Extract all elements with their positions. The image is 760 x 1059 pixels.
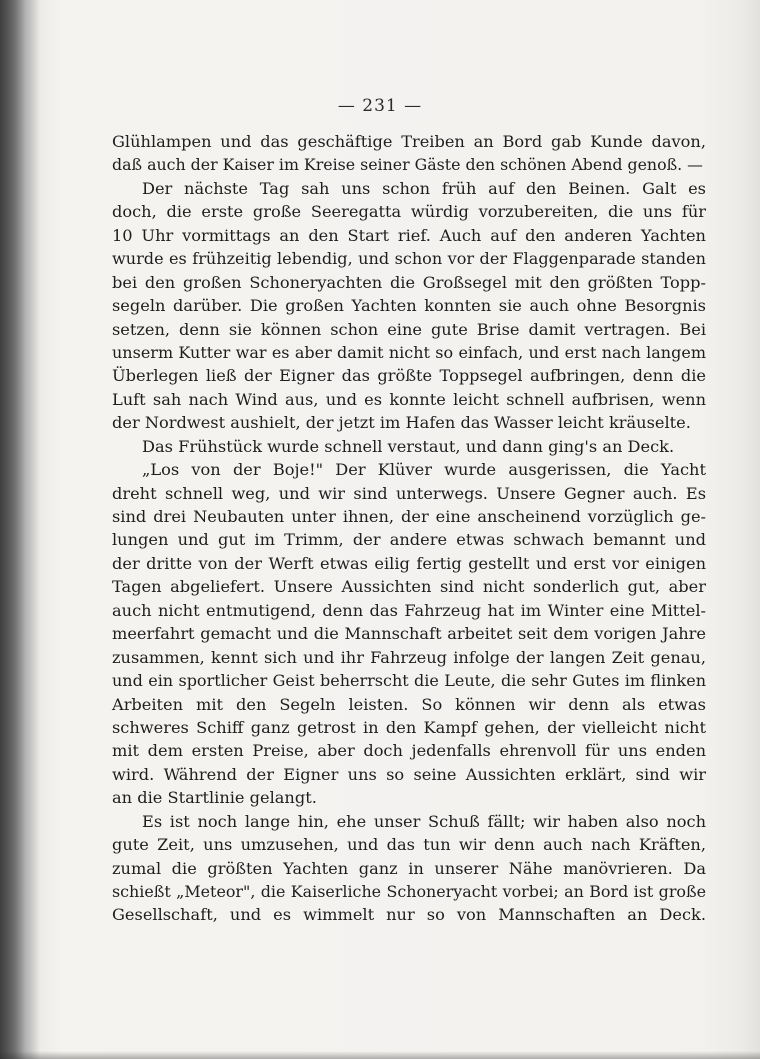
text-line: der dritte von der Werft etwas eilig fertig gestellt und erst vor einigen bbox=[112, 553, 706, 573]
text-line: Der nächste Tag sah uns schon früh auf den Beinen. Galt es bbox=[142, 178, 706, 198]
page-bottom-edge bbox=[0, 1051, 760, 1059]
text-line: daß auch der Kaiser im Kreise seiner Gäste den schönen Abend genoß. — bbox=[112, 155, 703, 175]
page-number: — 231 — bbox=[337, 96, 423, 116]
text-line: zusammen, kennt sich und ihr Fahrzeug infolge der langen Zeit genau, bbox=[112, 647, 706, 667]
text-line: Das Frühstück wurde schnell verstaut, und dann ging's an Deck. bbox=[142, 436, 675, 456]
text-line: schweres Schiff ganz getrost in den Kampf gehen, der vielleicht nicht bbox=[112, 717, 706, 737]
text-line: Arbeiten mit den Segeln leisten. So können wir denn als etwas bbox=[112, 694, 706, 714]
text-line: auch nicht entmutigend, denn das Fahrzeug hat im Winter eine Mittel- bbox=[112, 600, 706, 620]
text-line: Luft sah nach Wind aus, und es konnte leicht schnell aufbrisen, wenn bbox=[112, 389, 706, 409]
text-line: lungen und gut im Trimm, der andere etwas schwach bemannt und bbox=[112, 530, 706, 550]
text-line: „Los von der Boje!" Der Klüver wurde ausgerissen, die Yacht bbox=[142, 460, 706, 480]
text-line: Es ist noch lange hin, ehe unser Schuß fällt; wir haben also noch bbox=[142, 811, 706, 831]
text-line: dreht schnell weg, und wir sind unterwegs. Unsere Gegner auch. Es bbox=[112, 483, 706, 503]
text-line: mit dem ersten Preise, aber doch jedenfalls ehrenvoll für uns enden bbox=[112, 741, 706, 761]
text-line: Tagen abgeliefert. Unsere Aussichten sind nicht sonderlich gut, aber bbox=[112, 577, 706, 597]
text-line: wird. Während der Eigner uns so seine Aussichten erklärt, sind wir bbox=[112, 764, 706, 784]
text-line: wurde es frühzeitig lebendig, und schon vor der Flaggenparade standen bbox=[112, 249, 706, 269]
text-line: Glühlampen und das geschäftige Treiben an Bord gab Kunde davon, bbox=[112, 132, 706, 151]
text-line: doch, die erste große Seeregatta würdig vorzubereiten, die uns für bbox=[112, 202, 706, 222]
text-line: meerfahrt gemacht und die Mannschaft arbeitet seit dem vorigen Jahre bbox=[112, 624, 706, 644]
body-text bbox=[112, 130, 706, 927]
text-line: segeln darüber. Die großen Yachten konnten sie auch ohne Besorgnis bbox=[112, 296, 706, 316]
text-line: bei den großen Schoneryachten die Großsegel mit den größten Topp- bbox=[112, 272, 706, 292]
text-line: Überlegen ließ der Eigner das größte Toppsegel aufbringen, denn die bbox=[112, 366, 706, 386]
text-line: schießt „Meteor", die Kaiserliche Schoneryacht vorbei; an Bord ist große bbox=[112, 882, 706, 901]
text-line: sind drei Neubauten unter ihnen, der eine anscheinend vorzüglich ge- bbox=[112, 507, 706, 526]
text-line: unserm Kutter war es aber damit nicht so einfach, und erst nach langem bbox=[112, 342, 706, 362]
text-line: und ein sportlicher Geist beherrscht die Leute, die sehr Gutes im flinken bbox=[112, 671, 706, 691]
text-line: 10 Uhr vormittags an den Start rief. Auch auf den anderen Yachten bbox=[112, 225, 706, 245]
text-line: gute Zeit, uns umzusehen, und das tun wir denn auch nach Kräften, bbox=[112, 835, 706, 855]
text-line: an die Startlinie gelangt. bbox=[112, 788, 317, 808]
text-line: Gesellschaft, und es wimmelt nur so von Mannschaften an Deck. bbox=[112, 905, 706, 925]
book-gutter-shadow bbox=[0, 0, 40, 1059]
text-line: der Nordwest aushielt, der jetzt im Hafen das Wasser leicht kräuselte. bbox=[112, 413, 691, 433]
text-line: zumal die größten Yachten ganz in unserer Nähe manövrieren. Da bbox=[112, 858, 706, 878]
text-line: setzen, denn sie können schon eine gute Brise damit vertragen. Bei bbox=[112, 319, 706, 339]
